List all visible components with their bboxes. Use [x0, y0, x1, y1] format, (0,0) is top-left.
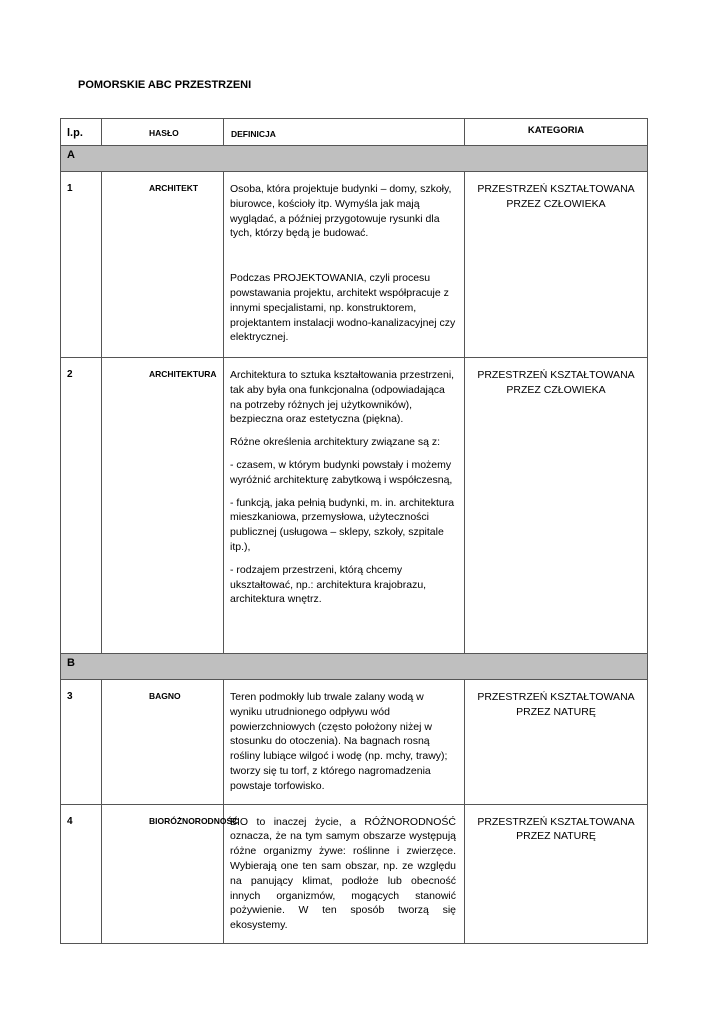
row-category: PRZESTRZEŃ KSZTAŁTOWANA PRZEZ CZŁOWIEKA — [465, 358, 648, 654]
row-category: PRZESTRZEŃ KSZTAŁTOWANA PRZEZ NATURĘ — [465, 804, 648, 943]
definition-paragraph: - czasem, w którym budynki powstały i możemy wyróżnić architekturę zabytkową i współczesną, — [230, 458, 453, 486]
section-label: A — [61, 146, 648, 172]
table-row — [61, 172, 648, 358]
row-category: PRZESTRZEŃ KSZTAŁTOWANA PRZEZ CZŁOWIEKA — [465, 172, 648, 358]
section-label: B — [61, 654, 648, 680]
row-definition — [224, 680, 465, 805]
definition-paragraph: Architektura to sztuka kształtowania przestrzeni, tak aby była ona funkcjonalna (odpowiadająca na potrzeby różnych jej użytkowników), bezpieczna oraz estetyczna (piękna). — [230, 369, 455, 426]
row-term: BAGNO — [102, 680, 224, 805]
row-term: ARCHITEKT — [102, 172, 224, 358]
document-title: POMORSKIE ABC PRZESTRZENI — [78, 79, 252, 91]
section-row-a — [61, 146, 648, 172]
row-term: ARCHITEKTURA — [102, 358, 224, 654]
glossary-table — [60, 118, 648, 944]
section-row-b — [61, 654, 648, 680]
definition-paragraph: Różne określenia architektury związane są z: — [230, 436, 441, 449]
table-row — [61, 680, 648, 805]
header-kategoria: KATEGORIA — [465, 119, 648, 146]
row-number: 1 — [61, 172, 102, 358]
row-term: BIORÓŻNORODNOŚĆ — [102, 804, 224, 943]
header-lp: l.p. — [61, 119, 102, 146]
row-number: 3 — [61, 680, 102, 805]
table-row — [61, 804, 648, 943]
header-haslo: HASŁO — [102, 119, 224, 146]
row-definition — [224, 358, 465, 654]
row-number: 2 — [61, 358, 102, 654]
table-row — [61, 358, 648, 654]
definition-paragraph: Teren podmokły lub trwale zalany wodą w wyniku utrudnionego odpływu wód powierzchniowych (często położony niżej w stosunku do otoczenia). Na bagnach rosną rośliny lubiące wilgoć i wodę (np. mchy, trawy); tworzy się tu torf, z którego nagromadzenia powstaje torfowisko. — [230, 691, 448, 792]
row-definition — [224, 804, 465, 943]
header-definicja: DEFINICJA — [224, 119, 465, 146]
table-header-row — [61, 119, 648, 146]
row-definition — [224, 172, 465, 358]
definition-paragraph: - rodzajem przestrzeni, którą chcemy ukształtować, np.: architektura krajobrazu, architektura wnętrz. — [230, 563, 427, 606]
definition-paragraph: Podczas PROJEKTOWANIA, czyli procesu powstawania projektu, architekt współpracuje z innymi specjalistami, np. konstruktorem, projektantem instalacji wodno-kanalizacyjnej czy elektrycznej. — [230, 272, 456, 344]
definition-paragraph: Osoba, która projektuje budynki – domy, szkoły, biurowce, kościoły itp. Wymyśla jak mają wyglądać, a później przygotowuje rysunki dla tych, którzy będą je budować. — [230, 183, 452, 240]
definition-paragraph: - funkcją, jaka pełnią budynki, m. in. architektura mieszkaniowa, przemysłowa, użyteczności publicznej (usługowa – sklepy, szkoły, szpitale itp.), — [230, 496, 455, 553]
row-category: PRZESTRZEŃ KSZTAŁTOWANA PRZEZ NATURĘ — [465, 680, 648, 805]
definition-paragraph: BIO to inaczej życie, a RÓŻNORODNOŚĆ oznacza, że na tym samym obszarze występują różne organizmy żywe: roślinne i zwierzęce. Wybierają one ten sam obszar, np. ze względu na panujący klimat, podłoże lub obecność innych organizmów, mogących stanowić pożywienie. W ten sposób tworzą się ekosystemy. — [230, 815, 456, 932]
row-number: 4 — [61, 804, 102, 943]
